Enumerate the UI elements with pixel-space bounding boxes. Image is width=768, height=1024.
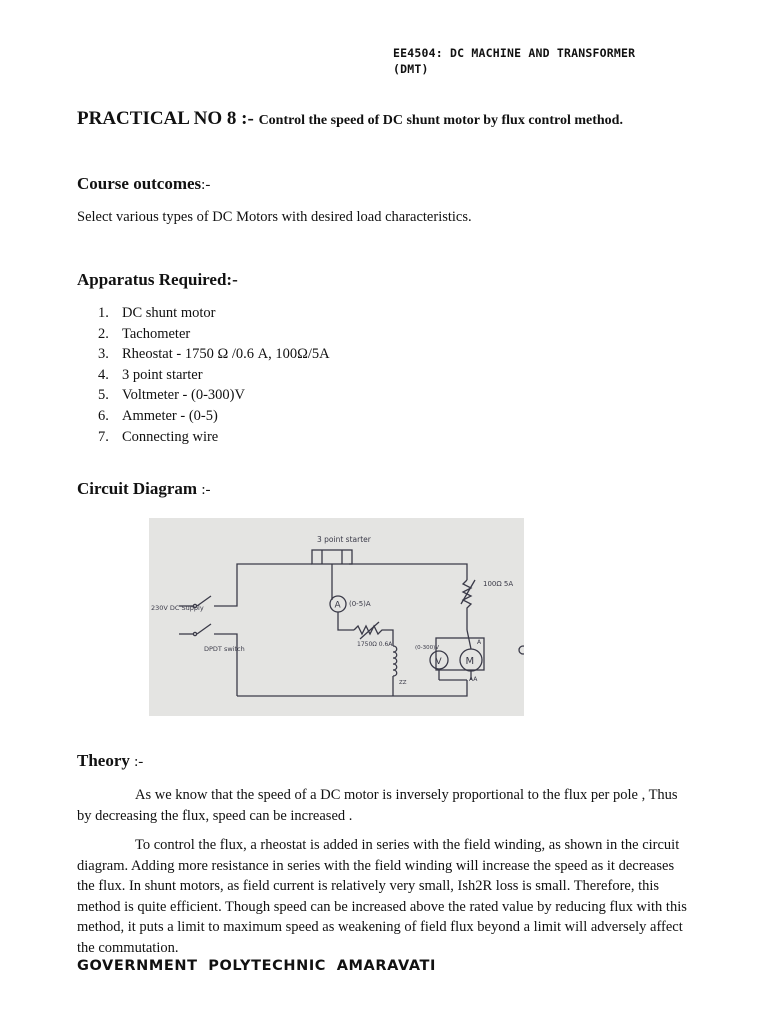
theory-paragraph-2: To control the flux, a rheostat is added in series with the field winding, as shown in the circuit diagram. Adding more resistance in series with the field winding will increase the speed as it decreases the flux. In shunt motors, as field current is relatively very small, Ish2R loss is small. Therefore, this method is quite efficient. Though speed can be increased above the rated value by reducing flux with this method, it puts a limit to maximum speed as weakening of field flux beyond a limit will adversely affect the commutation. [77,837,687,956]
switch-blade-1 [197,596,211,606]
voltmeter-symbol: V [435,657,442,667]
list-item: 2. Tachometer [98,325,191,342]
field-rheostat-label: 1750Ω 0.6A [357,641,393,648]
course-title: EE4504: DC MACHINE AND TRANSFORMER [393,46,636,60]
voltmeter-range: (0-300)V [415,645,440,651]
apparatus-list [98,303,330,447]
starter-box [312,550,352,564]
list-item: 6. Ammeter - (0-5) [98,407,218,424]
list-item: 4. 3 point starter [98,366,203,383]
course-header [393,45,723,77]
supply-label: 230V DC Supply [151,604,204,612]
wire-bottom [237,680,467,696]
list-item: 5. Voltmeter - (0-300)V [98,387,245,404]
wire-top-right [349,564,467,580]
ammeter-symbol: A [334,600,341,611]
ammeter-range: (0-5)A [349,600,371,608]
armature-rheostat [463,580,471,630]
switch-label: DPDT switch [204,645,245,653]
motor-symbol: M [465,656,475,667]
terminal-a-label: A [477,639,482,646]
terminal-zz-label: ZZ [399,680,407,686]
circuit-diagram [149,518,524,716]
practical-aim: Control the speed of DC shunt motor by flux control method. [258,113,623,128]
practical-title [77,108,757,130]
practical-label: PRACTICAL NO 8 :- [77,108,254,129]
circuit-diagram-photo [149,518,524,716]
list-item: 1. DC shunt motor [98,305,216,321]
list-item: 3. Rheostat - 1750 Ω /0.6 A, 100Ω/5A [98,346,330,363]
theory-paragraph-1: As we know that the speed of a DC motor is inversely proportional to the flux per pole , Thus by decreasing the flux, speed can be increased . [77,787,678,824]
shunt-field-winding [393,646,397,676]
course-outcomes-heading: Course outcomes:- [77,174,211,193]
circuit-diagram-heading: Circuit Diagram :- [77,479,211,498]
armature-rheostat-label: 100Ω 5A [483,580,514,588]
course-outcomes-text: Select various types of DC Motors with desired load characteristics. [77,209,472,225]
switch-blade-2 [197,624,211,634]
apparatus-heading: Apparatus Required:- [77,270,238,289]
list-item: 7. Connecting wire [98,428,219,445]
starter-label: 3 point starter [317,535,371,544]
course-abbreviation: (DMT) [393,62,429,76]
theory-heading: Theory :- [77,751,144,770]
terminal-aa-label: AA [469,676,478,683]
institution-footer: GOVERNMENT POLYTECHNIC AMARAVATI [77,958,436,974]
wire-top [237,564,312,604]
